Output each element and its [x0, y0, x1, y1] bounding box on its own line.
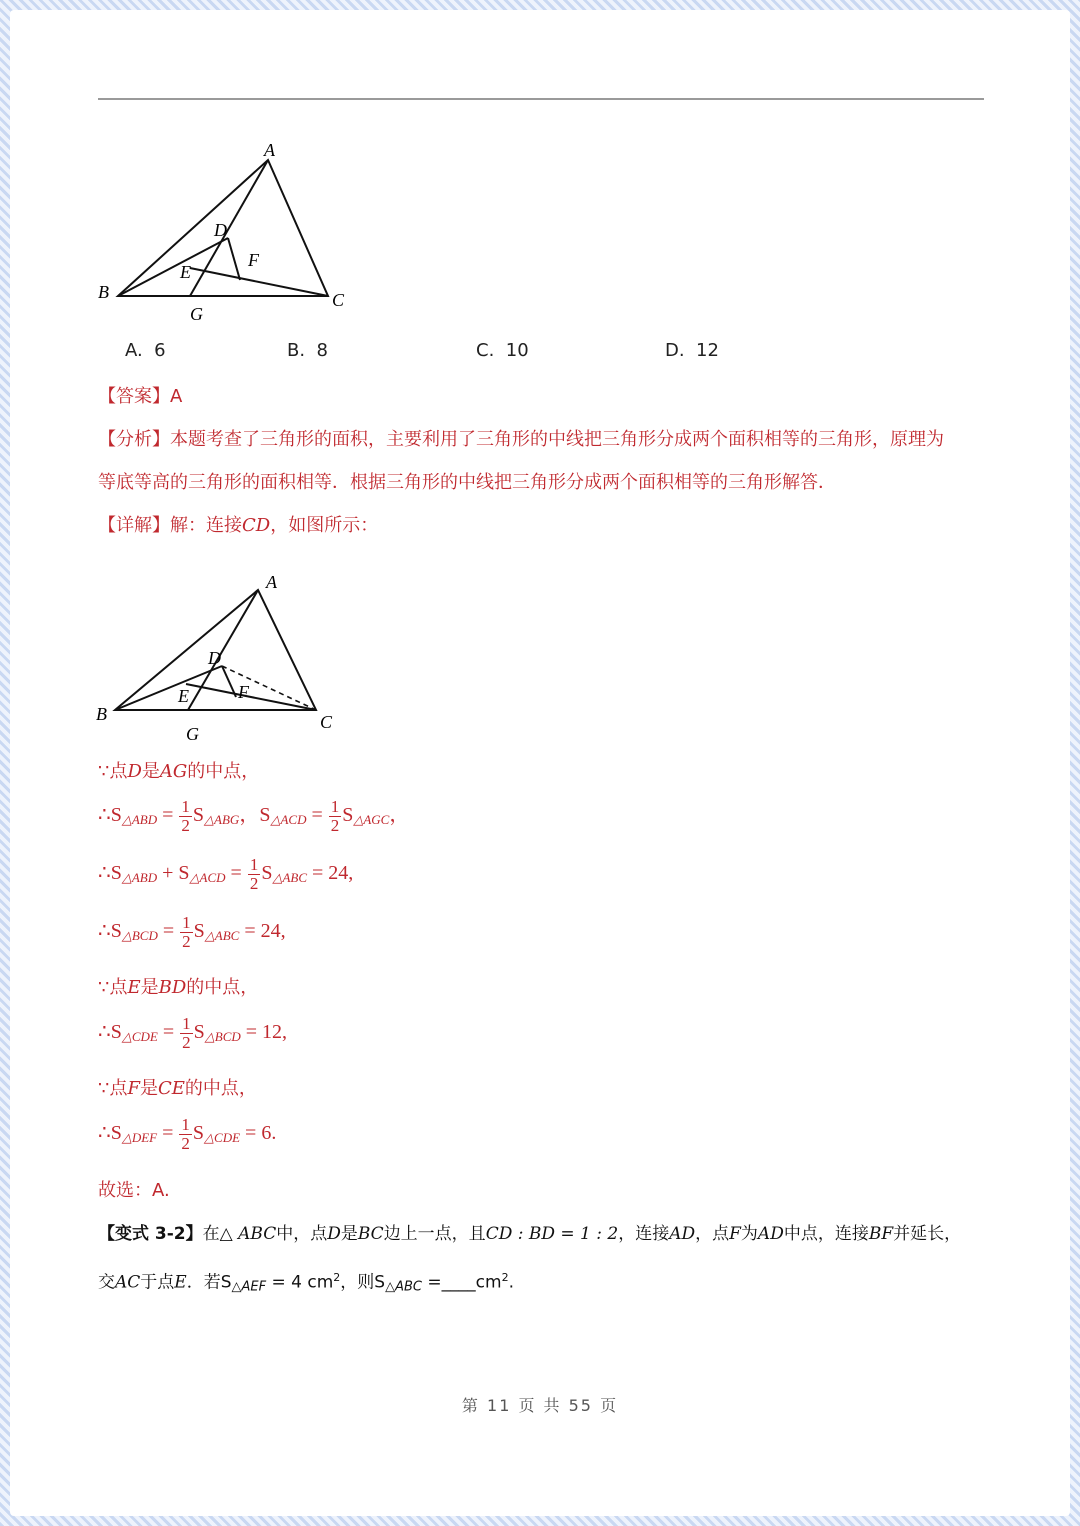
page-footer: 第 11 页 共 55 页 — [461, 1396, 619, 1415]
label-b: B — [98, 282, 109, 302]
answer-line: 【答案】A — [98, 386, 183, 407]
label-f: F — [248, 250, 259, 270]
step-3: $\therefore S_{\triangle ABD} + S_{\triangle ACD}$ = $\frac{1}{2}$ $S_{\triangle ABC} = 24$, — [98, 855, 354, 893]
detail-line: 【详解】解：连接CD，如图所示： — [98, 515, 379, 536]
step-4: $\therefore S_{\triangle BCD}$ = $\frac{1}{2}$ $S_{\triangle ABC} = 24$, — [98, 913, 286, 951]
label2-b: B — [96, 704, 107, 724]
triangle-figure-1 — [90, 138, 370, 328]
variant-line-2: 交AC于点E．若$S_{\triangle AEF} = 4$ $cm^2$，则$S_{\triangle ABC}$ $=\_\_\_\_cm^2$. — [98, 1271, 514, 1295]
option-b: B. 8 — [287, 340, 328, 361]
option-d: D. 12 — [665, 340, 719, 361]
label-e: E — [180, 262, 191, 282]
answer-blank[interactable]: ____ — [441, 1272, 476, 1293]
header-rule — [98, 98, 984, 100]
label-c: C — [332, 290, 345, 310]
label2-d: D — [208, 648, 221, 668]
option-c: C. 10 — [476, 340, 529, 361]
label2-g: G — [186, 724, 199, 744]
step-6: $\therefore S_{\triangle CDE}$ = $\frac{1}{2}$ $S_{\triangle BCD} = 12$, — [98, 1014, 288, 1052]
analysis-line-2: 等底等高的三角形的面积相等．根据三角形的中线把三角形分成两个面积相等的三角形解答． — [98, 472, 836, 493]
label2-a: A — [266, 572, 277, 592]
triangle-figure-2 — [90, 562, 360, 747]
label2-c: C — [320, 712, 333, 732]
option-a: A. 6 — [125, 340, 166, 361]
variant-line-1: 【变式 3-2】在△ ABC中，点D是BC边上一点，且CD : BD = 1 : 2，连接AD，点F为AD中点，连接BF并延长， — [98, 1224, 962, 1244]
label2-f: F — [238, 682, 249, 702]
step-7: ∵点F是CE的中点， — [98, 1078, 257, 1099]
label-d: D — [214, 220, 227, 240]
label2-e: E — [178, 686, 189, 706]
label-a: A — [264, 140, 275, 160]
step-2: $\therefore S_{\triangle ABD}$ = $\frac{1}{2}$ $S_{\triangle ABG}$，$S_{\triangle ACD}$ = $\frac{1}{2}$ $S_{\triangle AGC}$， — [98, 797, 410, 835]
choose-line: 故选：A. — [98, 1180, 170, 1201]
step-8: $\therefore S_{\triangle DEF}$ = $\frac{1}{2}$ $S_{\triangle CDE} = 6$. — [98, 1115, 277, 1153]
analysis-line-1: 【分析】本题考查了三角形的面积，主要利用了三角形的中线把三角形分成两个面积相等的三角形，原理为 — [98, 429, 944, 450]
document-page — [10, 10, 1070, 1516]
step-1: ∵点D是AG的中点， — [98, 761, 260, 782]
step-5: ∵点E是BD的中点， — [98, 977, 259, 998]
label-g: G — [190, 304, 203, 324]
